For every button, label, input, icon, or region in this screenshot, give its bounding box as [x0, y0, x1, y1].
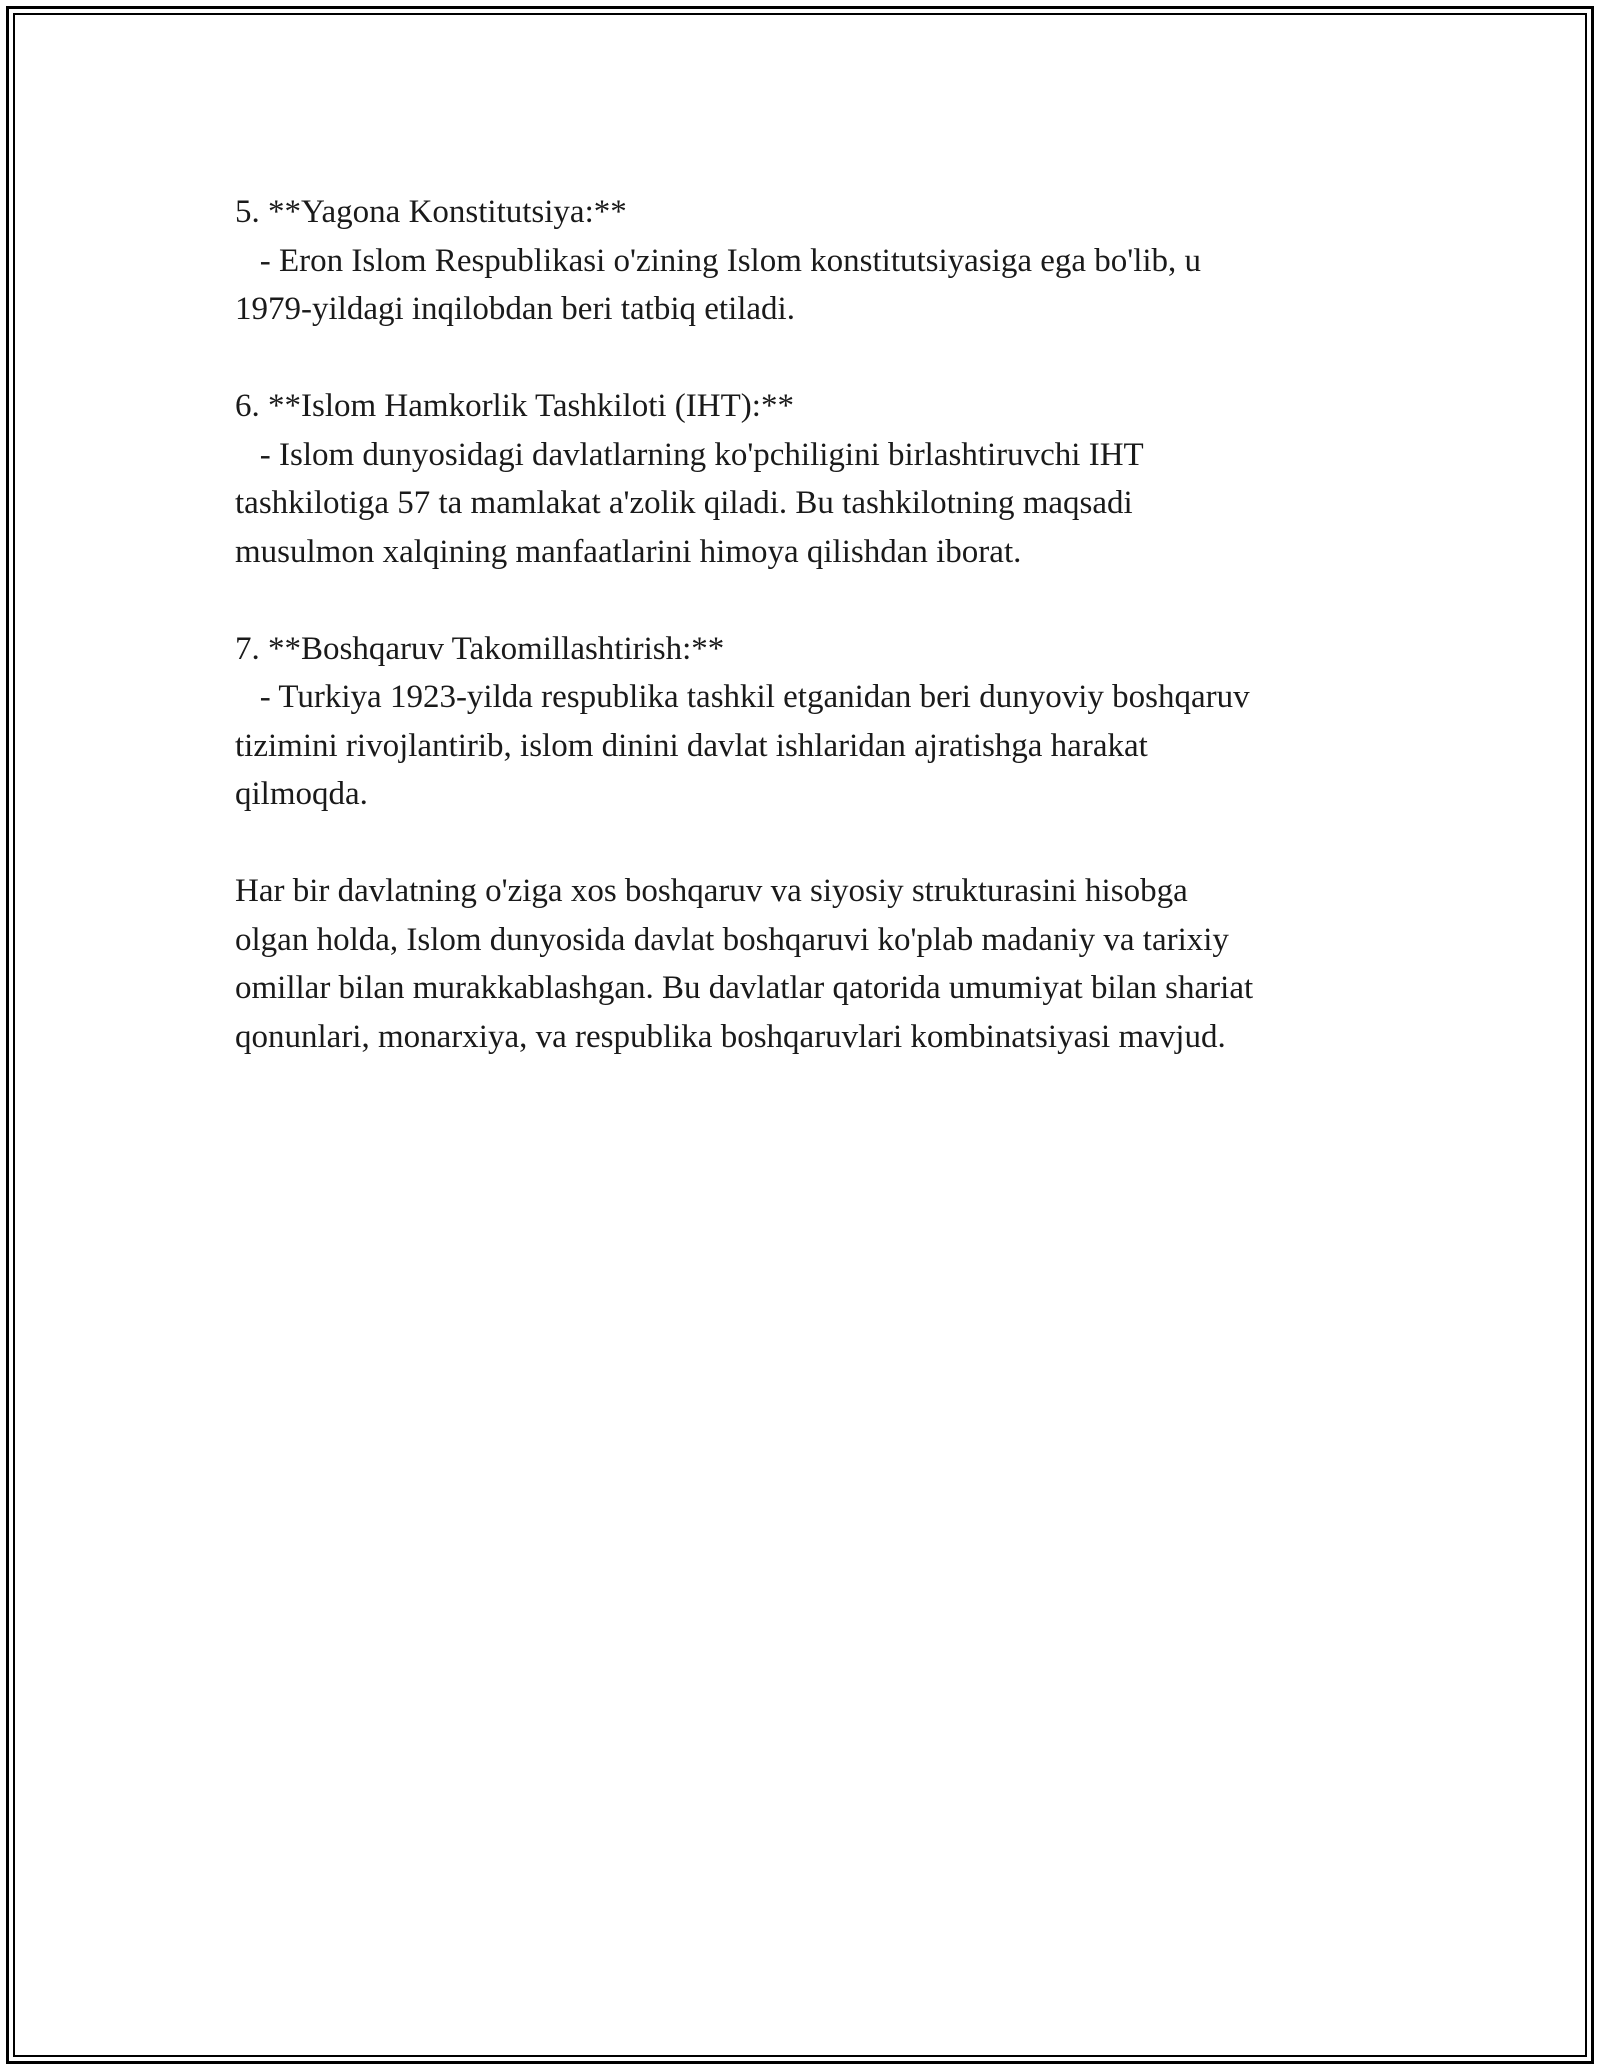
section-text-line: - Turkiya 1923-yilda respublika tashkil etganidan beri dunyoviy boshqaruv [235, 679, 1250, 715]
section-text-line: tashkilotiga 57 ta mamlakat a'zolik qiladi. Bu tashkilotning maqsadi [235, 485, 1133, 521]
section-text-line: - Islom dunyosidagi davlatlarning ko'pchiligini birlashtiruvchi IHT [235, 436, 1144, 473]
conclusion-paragraph [235, 867, 1385, 1061]
conclusion-line: omillar bilan murakkablashgan. Bu davlatlar qatorida umumiyat bilan shariat [235, 970, 1254, 1006]
section-heading: 7. **Boshqaruv Takomillashtirish:** [235, 630, 725, 667]
document-body [235, 188, 1385, 1110]
section-text-line: 1979-yildagi inqilobdan beri tatbiq etiladi. [235, 291, 795, 327]
section-heading: 6. **Islom Hamkorlik Tashkiloti (IHT):** [235, 388, 794, 424]
conclusion-line: olgan holda, Islom dunyosida davlat boshqaruvi ko'plab madaniy va tarixiy [235, 921, 1229, 958]
section-text-line: musulmon xalqining manfaatlarini himoya qilishdan iborat. [235, 533, 1022, 570]
section-heading: 5. **Yagona Konstitutsiya:** [235, 194, 627, 230]
section-5 [235, 188, 1385, 334]
conclusion-line: qonunlari, monarxiya, va respublika boshqaruvlari kombinatsiyasi mavjud. [235, 1018, 1226, 1055]
section-text-line: tizimini rivojlantirib, islom dinini davlat ishlaridan ajratishga harakat [235, 727, 1148, 764]
conclusion-line: Har bir davlatning o'ziga xos boshqaruv va siyosiy strukturasini hisobga [235, 873, 1188, 909]
section-text-line: qilmoqda. [235, 776, 368, 812]
section-7 [235, 625, 1385, 819]
section-text-line: - Eron Islom Respublikasi o'zining Islom konstitutsiyasiga ega bo'lib, u [235, 242, 1202, 279]
section-6 [235, 382, 1385, 576]
